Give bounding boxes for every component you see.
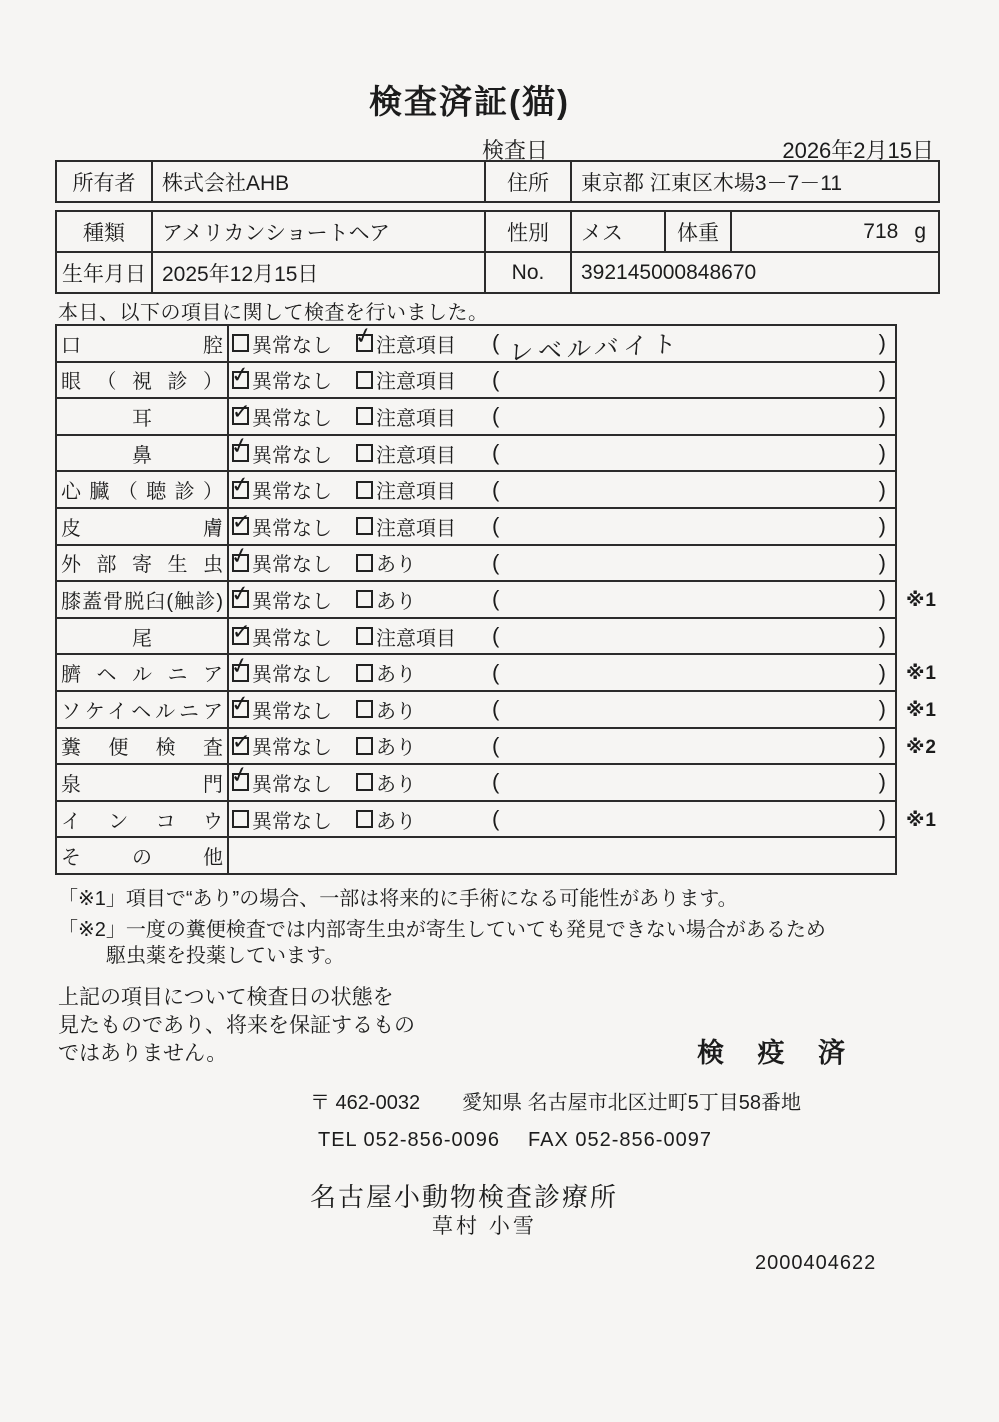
breed-row — [57, 212, 938, 251]
exam-item-label: その他 — [61, 847, 223, 870]
option-normal-label: 異常なし — [252, 554, 332, 577]
owner-row — [57, 162, 938, 201]
option-normal-label: 異常なし — [252, 627, 332, 650]
handwritten-note — [510, 440, 879, 459]
exam-row-content — [229, 802, 895, 837]
disclaimer-line: 上記の項目について検査日の状態を — [58, 986, 394, 1009]
option-normal-label: 異常なし — [252, 700, 332, 723]
remarks-parentheses — [492, 623, 895, 649]
remarks-parentheses — [492, 513, 895, 539]
exam-item-label: 泉門 — [61, 773, 223, 796]
exam-item-label-cell — [57, 838, 229, 873]
option-attention — [356, 695, 492, 724]
checkbox-normal-icon — [232, 554, 249, 572]
option-attention-label: あり — [376, 700, 416, 723]
handwritten-note — [510, 806, 879, 825]
exam-item-label-cell — [57, 692, 229, 727]
checkbox-attention-icon — [356, 371, 373, 389]
exam-table-row — [57, 546, 895, 583]
weight-unit: g — [914, 219, 926, 243]
remarks-parentheses — [492, 733, 895, 759]
option-normal — [232, 695, 356, 724]
option-attention-label: 注意項目 — [376, 371, 456, 394]
handwritten-note — [510, 697, 879, 716]
exam-row-content — [229, 399, 895, 434]
option-attention-label: 注意項目 — [376, 517, 456, 540]
address-value: 東京都 江東区木場3－7－11 — [581, 171, 842, 195]
checkbox-attention-icon — [356, 627, 373, 645]
exam-item-label: 鼻 — [132, 444, 152, 467]
checkbox-attention-icon — [356, 407, 373, 425]
handwritten-note — [510, 367, 879, 386]
option-attention-label: 注意項目 — [376, 444, 456, 467]
close-paren: ) — [878, 476, 886, 502]
exam-item-label: 外部寄生虫 — [61, 554, 223, 577]
exam-table-row — [57, 326, 895, 367]
option-normal-label: 異常なし — [252, 371, 332, 394]
open-paren: ( — [492, 696, 500, 722]
birth-row — [57, 251, 938, 292]
option-attention — [356, 622, 492, 651]
birthdate-label: 生年月日 — [57, 253, 153, 292]
exam-table-row — [57, 436, 895, 473]
option-normal — [232, 805, 356, 834]
remarks-parentheses — [492, 440, 895, 466]
open-paren: ( — [492, 623, 500, 649]
checkbox-normal-icon — [232, 810, 249, 828]
remarks-parentheses — [492, 696, 895, 722]
exam-row-content — [229, 655, 895, 690]
option-normal-label: 異常なし — [252, 334, 332, 357]
checkbox-normal-icon — [232, 590, 249, 608]
exam-row-content — [229, 546, 895, 581]
reference-mark: ※1 — [905, 663, 937, 685]
handwritten-note — [510, 404, 879, 423]
exam-row-content — [229, 765, 895, 800]
birthdate-value: 2025年12月15日 — [153, 253, 486, 292]
open-paren: ( — [492, 366, 500, 392]
reference-mark: ※2 — [905, 736, 937, 758]
exam-item-label-cell — [57, 326, 229, 361]
exam-row-content — [229, 729, 895, 764]
pet-info-table — [55, 210, 940, 294]
address-label: 住所 — [486, 162, 572, 201]
exam-table-row — [57, 729, 937, 766]
option-attention — [356, 439, 492, 468]
exam-item-label-cell — [57, 619, 229, 654]
option-normal — [232, 402, 356, 431]
handwritten-note — [510, 623, 879, 642]
handwritten-note: レベルバイト — [508, 330, 683, 367]
disclaimer-line: ではありません。 — [58, 1042, 228, 1065]
open-paren: ( — [492, 586, 500, 612]
checkbox-attention-icon — [356, 590, 373, 608]
option-attention — [356, 731, 492, 760]
option-normal — [232, 585, 356, 614]
checkbox-attention-icon — [356, 517, 373, 535]
clinic-name: 名古屋小動物検査診療所 — [310, 1182, 619, 1212]
clinic-address: 愛知県 名古屋市北区辻町5丁目58番地 — [462, 1092, 802, 1114]
exam-item-label-cell — [57, 399, 229, 434]
option-normal-label: 異常なし — [252, 737, 332, 760]
close-paren: ) — [878, 330, 886, 356]
exam-item-label-cell — [57, 802, 229, 837]
exam-item-label: 耳 — [132, 407, 152, 430]
close-paren: ) — [878, 659, 886, 685]
open-paren: ( — [492, 732, 500, 758]
exam-table-row — [57, 655, 937, 692]
exam-row-content — [229, 326, 895, 367]
exam-table-row — [57, 472, 895, 509]
option-attention — [356, 402, 492, 431]
exam-item-label: 眼（視診） — [61, 371, 223, 394]
exam-row-content — [229, 692, 895, 727]
option-attention-label: あり — [376, 664, 416, 687]
option-attention-label: あり — [376, 554, 416, 577]
exam-item-label: ソケイヘルニア — [61, 700, 223, 723]
option-normal-label: 異常なし — [252, 810, 332, 833]
clinic-postal-code: 〒 462-0032 — [310, 1092, 421, 1114]
close-paren: ) — [878, 440, 886, 466]
option-attention — [356, 585, 492, 614]
exam-item-label-cell — [57, 546, 229, 581]
remarks-parentheses — [492, 477, 895, 503]
exam-item-label-cell — [57, 509, 229, 544]
option-attention — [356, 365, 492, 394]
option-attention-label: 注意項目 — [376, 627, 456, 650]
exam-table-row — [57, 765, 895, 802]
handwritten-note — [510, 733, 879, 752]
remarks-parentheses — [492, 769, 895, 795]
checkbox-normal-icon — [232, 700, 249, 718]
sex-value: メス — [572, 212, 666, 251]
checkbox-attention-icon — [356, 810, 373, 828]
option-normal — [232, 622, 356, 651]
option-attention-label: あり — [376, 590, 416, 613]
checkbox-attention-icon — [356, 700, 373, 718]
option-normal-label: 異常なし — [252, 517, 332, 540]
option-normal-label: 異常なし — [252, 481, 332, 504]
exam-item-label: 口腔 — [61, 334, 223, 357]
checkbox-attention-icon — [356, 554, 373, 572]
option-normal — [232, 512, 356, 541]
owner-table — [55, 160, 940, 203]
exam-table-row — [57, 363, 895, 400]
checkbox-normal-icon — [232, 444, 249, 462]
open-paren: ( — [492, 549, 500, 575]
handwritten-note — [510, 770, 879, 789]
exam-table-row — [57, 802, 937, 839]
option-normal — [232, 768, 356, 797]
option-normal-label: 異常なし — [252, 773, 332, 796]
reference-mark: ※1 — [905, 590, 937, 612]
disclaimer-line: 見たものであり、将来を保証するもの — [58, 1014, 415, 1037]
sex-label: 性別 — [486, 212, 572, 251]
footnote-2-line1: 「※2」一度の糞便検査では内部寄生虫が寄生していても発見できない場合があるため — [58, 919, 826, 941]
close-paren: ) — [878, 769, 886, 795]
exam-table-row — [57, 619, 895, 656]
option-attention-label: 注意項目 — [376, 481, 456, 504]
clinic-fax: FAX 052-856-0097 — [528, 1129, 712, 1151]
option-attention-label: あり — [376, 810, 416, 833]
option-normal-label: 異常なし — [252, 664, 332, 687]
checkbox-normal-icon — [232, 737, 249, 755]
exam-table-body — [55, 324, 937, 875]
footnote-1: 「※1」項目で“あり”の場合、一部は将来的に手術になる可能性があります。 — [58, 888, 738, 910]
checkbox-attention-icon — [356, 773, 373, 791]
open-paren: ( — [492, 403, 500, 429]
handwritten-note — [510, 660, 879, 679]
option-normal — [232, 658, 356, 687]
close-paren: ) — [878, 806, 886, 832]
clinic-tel: TEL 052-856-0096 — [318, 1129, 501, 1151]
exam-item-label-cell — [57, 729, 229, 764]
checkbox-attention-icon — [356, 334, 373, 352]
exam-item-label: 皮膚 — [61, 517, 223, 540]
remarks-parentheses — [492, 660, 895, 686]
close-paren: ) — [878, 623, 886, 649]
option-attention-label: 注意項目 — [376, 334, 456, 357]
option-normal — [232, 475, 356, 504]
owner-label: 所有者 — [57, 162, 153, 201]
close-paren: ) — [878, 732, 886, 758]
inspection-date-value: 2026年2月15日 — [782, 138, 934, 163]
checkbox-normal-icon — [232, 481, 249, 499]
remarks-parentheses — [492, 806, 895, 832]
remarks-parentheses — [492, 550, 895, 576]
close-paren: ) — [878, 366, 886, 392]
breed-label: 種類 — [57, 212, 153, 251]
option-attention — [356, 475, 492, 504]
document-number: 2000404622 — [755, 1252, 877, 1274]
exam-row-content — [229, 436, 895, 471]
exam-table-row — [57, 692, 937, 729]
checkbox-normal-icon — [232, 334, 249, 352]
open-paren: ( — [492, 440, 500, 466]
exam-table-row — [57, 399, 895, 436]
reference-mark: ※1 — [905, 809, 937, 831]
option-attention — [356, 658, 492, 687]
checkbox-normal-icon — [232, 517, 249, 535]
remarks-parentheses — [492, 329, 895, 367]
option-attention — [356, 329, 492, 358]
checkbox-normal-icon — [232, 371, 249, 389]
option-attention — [356, 548, 492, 577]
option-attention — [356, 512, 492, 541]
exam-item-label: 膝蓋骨脱臼(触診) — [61, 590, 223, 613]
exam-item-label: 心臓（聴診） — [61, 481, 223, 504]
exam-item-label-cell — [57, 582, 229, 617]
open-paren: ( — [492, 769, 500, 795]
option-attention-label: あり — [376, 773, 416, 796]
breed-value: アメリカンショートヘア — [153, 212, 486, 251]
clinic-address-line — [310, 1086, 801, 1115]
exam-row-content — [229, 619, 895, 654]
checkbox-attention-icon — [356, 444, 373, 462]
open-paren: ( — [492, 806, 500, 832]
disclaimer-paragraph — [58, 984, 415, 1068]
option-normal-label: 異常なし — [252, 444, 332, 467]
close-paren: ) — [878, 403, 886, 429]
checkbox-attention-icon — [356, 737, 373, 755]
exam-item-label: インコウ — [61, 810, 223, 833]
close-paren: ) — [878, 586, 886, 612]
option-normal — [232, 439, 356, 468]
exam-item-label-cell — [57, 472, 229, 507]
option-normal — [232, 329, 356, 358]
remarks-parentheses — [492, 367, 895, 393]
option-normal-label: 異常なし — [252, 590, 332, 613]
close-paren: ) — [878, 549, 886, 575]
weight-value: 718 — [863, 219, 899, 243]
option-attention-label: あり — [376, 737, 416, 760]
handwritten-note — [510, 477, 879, 496]
close-paren: ) — [878, 513, 886, 539]
registration-no-label: No. — [486, 253, 572, 292]
checkbox-normal-icon — [232, 664, 249, 682]
open-paren: ( — [492, 513, 500, 539]
open-paren: ( — [492, 476, 500, 502]
handwritten-note — [510, 587, 879, 606]
option-normal — [232, 731, 356, 760]
checkbox-attention-icon — [356, 664, 373, 682]
checkbox-normal-icon — [232, 407, 249, 425]
remarks-parentheses — [492, 403, 895, 429]
exam-row-content — [229, 582, 895, 617]
checkbox-attention-icon — [356, 481, 373, 499]
checkbox-normal-icon — [232, 773, 249, 791]
checkbox-normal-icon — [232, 627, 249, 645]
open-paren: ( — [492, 659, 500, 685]
exam-item-label: 臍ヘルニア — [61, 664, 223, 687]
veterinarian-name: 草村 小雪 — [432, 1215, 537, 1238]
clinic-contact-line — [318, 1129, 712, 1152]
exam-row-content — [229, 838, 895, 873]
close-paren: ) — [878, 696, 886, 722]
page-title: 検査済証(猫) — [369, 83, 570, 120]
option-attention-label: 注意項目 — [376, 407, 456, 430]
weight-label: 体重 — [666, 212, 732, 251]
exam-item-label-cell — [57, 765, 229, 800]
weight-value-cell — [732, 212, 938, 251]
exam-row-content — [229, 509, 895, 544]
handwritten-note — [510, 514, 879, 533]
handwritten-note — [510, 550, 879, 569]
exam-table-row — [57, 509, 895, 546]
option-normal — [232, 548, 356, 577]
exam-item-label: 尾 — [132, 627, 152, 650]
option-normal — [232, 365, 356, 394]
exam-row-content — [229, 472, 895, 507]
intro-text: 本日、以下の項目に関して検査を行いました。 — [58, 302, 489, 324]
option-attention — [356, 768, 492, 797]
exam-item-label-cell — [57, 436, 229, 471]
registration-no-value: 392145000848670 — [581, 260, 757, 284]
exam-table-row — [57, 582, 937, 619]
exam-row-content — [229, 363, 895, 398]
inspection-date-label: 検査日 — [482, 138, 549, 163]
exam-item-label-cell — [57, 363, 229, 398]
owner-value: 株式会社AHB — [153, 162, 486, 201]
open-paren: ( — [492, 330, 500, 356]
remarks-parentheses — [492, 586, 895, 612]
exam-item-label: 糞便検査 — [61, 737, 223, 760]
footnote-2-line2: 駆虫薬を投薬しています。 — [106, 945, 345, 967]
reference-mark: ※1 — [905, 699, 937, 721]
quarantine-passed-stamp: 検 疫 済 — [697, 1038, 859, 1068]
option-attention — [356, 805, 492, 834]
option-normal-label: 異常なし — [252, 407, 332, 430]
exam-item-label-cell — [57, 655, 229, 690]
exam-table-row — [57, 838, 895, 873]
